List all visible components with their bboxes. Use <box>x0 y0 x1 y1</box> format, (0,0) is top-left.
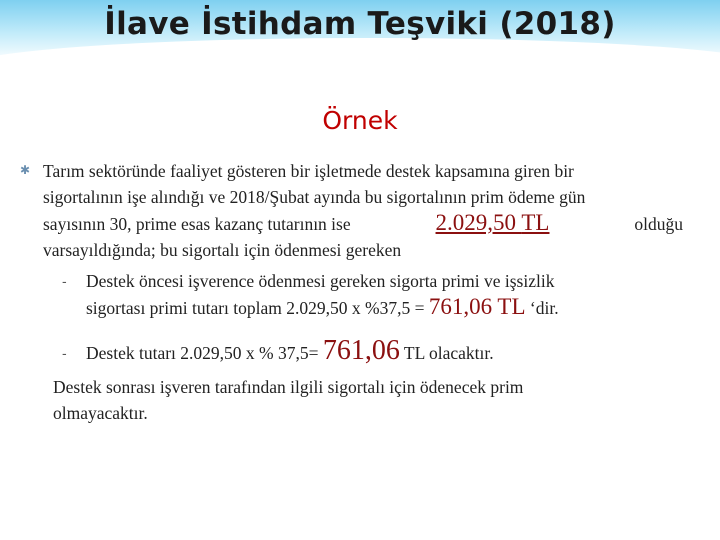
sub-item-text: Destek öncesi işverence ödenmesi gereken sigorta primi ve işsizlik <box>86 271 555 291</box>
sub-item-line <box>86 335 683 366</box>
sub-item-marker: - <box>62 273 67 289</box>
highlighted-value: 761,06 TL <box>428 294 526 319</box>
sub-item-line <box>86 294 683 321</box>
sub-item-marker: - <box>62 345 67 361</box>
conclusion-text <box>53 374 653 426</box>
main-bullet-line: sigortalının işe alındığı ve 2018/Şubat ayında bu sigortalının prim ödeme gün <box>43 187 586 207</box>
sub-item-text: TL olacaktır. <box>399 343 494 363</box>
highlighted-amount: 2.029,50 <box>435 210 522 235</box>
slide-title: İlave İstihdam Teşviki (2018) <box>104 6 616 42</box>
sub-item-text: Destek tutarı 2.029,50 x % 37,5= <box>86 343 323 363</box>
banner-swoosh <box>0 38 720 98</box>
sub-item-1 <box>86 268 683 321</box>
bullet-star-icon: ✱ <box>20 163 31 177</box>
sub-item-line <box>86 268 683 294</box>
main-bullet-text-part: olduğu <box>634 214 683 234</box>
main-bullet-line: varsayıldığında; bu sigortalı için ödenmesi gereken <box>43 240 402 260</box>
highlighted-value: 761,06 <box>322 335 400 366</box>
main-bullet-text-part: sayısının 30, prime esas kazanç tutarının ise <box>43 214 351 234</box>
main-bullet-line: Tarım sektöründe faaliyet gösteren bir işletmede destek kapsamına giren bir <box>43 161 574 181</box>
main-bullet-text <box>43 158 683 263</box>
sub-item-text: sigortası primi tutarı toplam 2.029,50 x %37,5 = <box>86 298 429 318</box>
amount-group <box>436 210 550 237</box>
sub-item-2 <box>86 335 683 366</box>
highlighted-currency: TL <box>521 210 550 235</box>
conclusion-line: Destek sonrası işveren tarafından ilgili sigortalı için ödenecek prim <box>53 377 524 397</box>
sub-item-text: ‘dir. <box>525 298 559 318</box>
conclusion-line: olmayacaktır. <box>53 403 148 423</box>
main-bullet-line <box>43 210 683 237</box>
slide-subtitle: Örnek <box>322 106 398 135</box>
